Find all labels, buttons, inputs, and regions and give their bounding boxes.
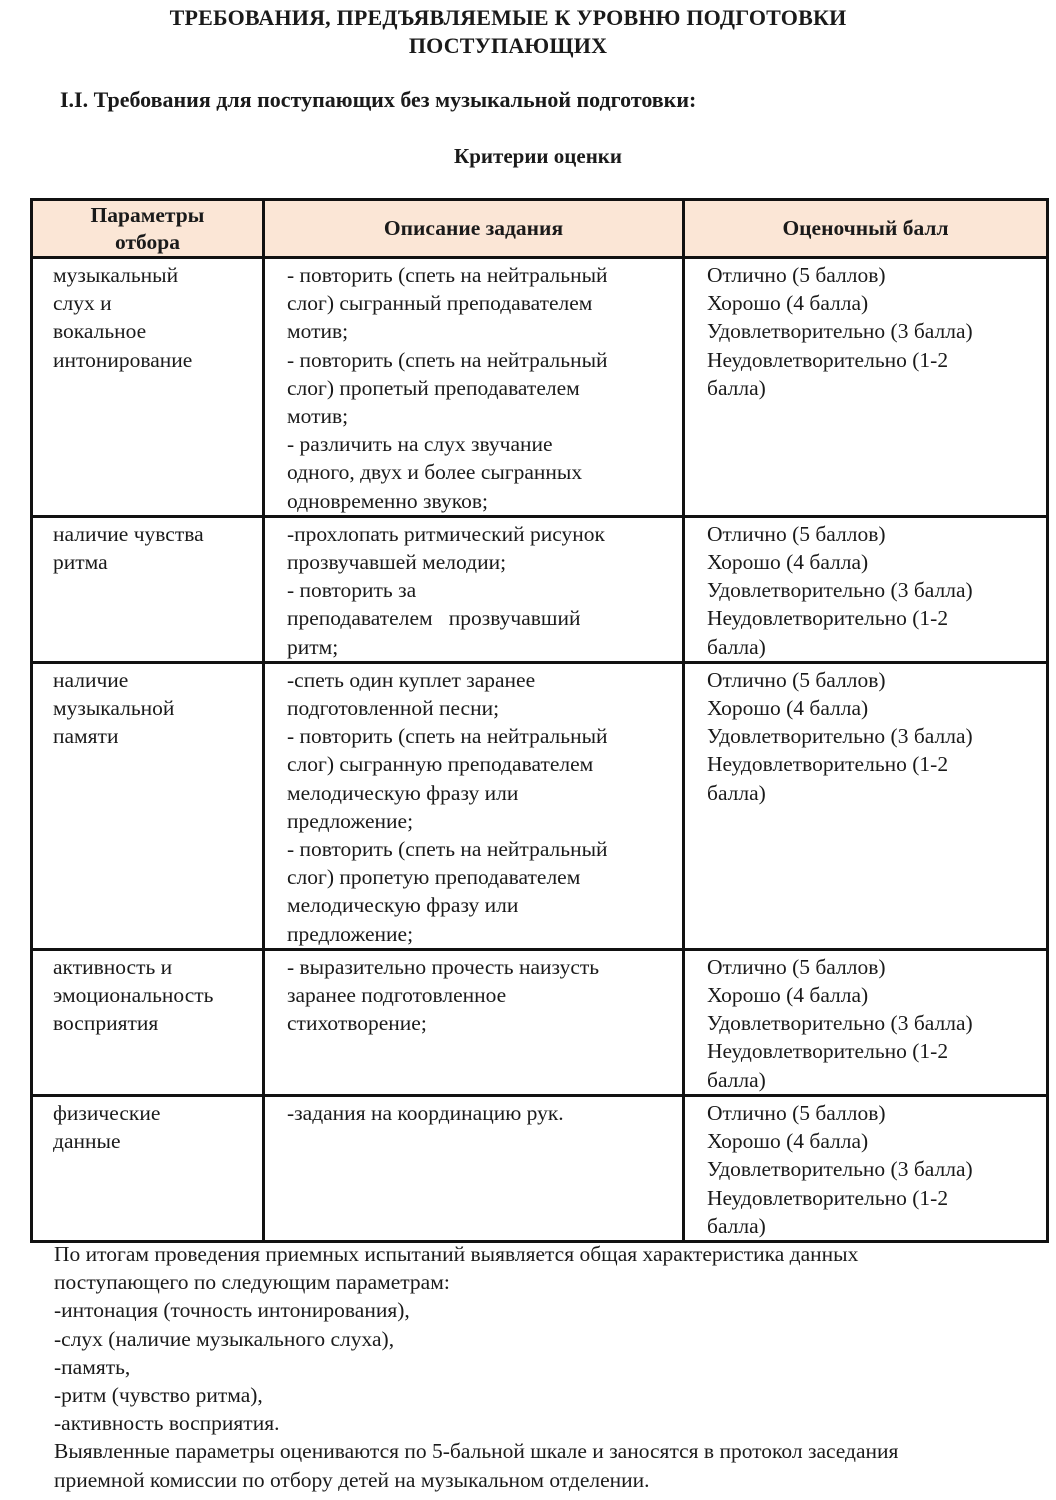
section-heading: I.I. Требования для поступающих без музыкальной подготовки: — [60, 87, 697, 112]
description-line: -прохлопать ритмический рисунок — [287, 521, 605, 546]
param-line: ритма — [53, 550, 108, 575]
table-header-row — [32, 200, 1048, 258]
param-line: активность и — [53, 954, 173, 979]
description-line: мелодическую фразу или — [287, 893, 519, 918]
description-line: -спеть один куплет заранее — [287, 667, 536, 692]
table-row — [32, 516, 1048, 662]
description-line: мотив; — [287, 404, 349, 429]
description-line: -задания на координацию рук. — [287, 1100, 564, 1125]
score-line: Хорошо (4 балла) — [707, 983, 869, 1008]
param-cell — [32, 949, 264, 1095]
summary-text — [54, 1240, 1044, 1494]
summary-line: -интонация (точность интонирования), — [54, 1298, 410, 1323]
param-line: интонирование — [53, 347, 193, 372]
description-line: предложение; — [287, 808, 414, 833]
score-line: Неудовлетворительно (1-2 — [707, 606, 949, 631]
score-line: балла) — [707, 375, 766, 400]
description-line: прозвучавшей мелодии; — [287, 550, 507, 575]
description-line: слог) сыгранную преподавателем — [287, 752, 594, 777]
description-line: преподавателем прозвучавший — [287, 606, 581, 631]
score-line: Хорошо (4 балла) — [707, 291, 869, 316]
param-line: музыкальный — [53, 263, 179, 287]
param-cell — [32, 1095, 264, 1241]
summary-line: -активность восприятия. — [54, 1411, 280, 1436]
header-description: Описание задания — [264, 200, 684, 258]
score-line: Неудовлетворительно (1-2 — [707, 347, 949, 372]
description-line: одновременно звуков; — [287, 488, 488, 513]
description-line: предложение; — [287, 921, 414, 946]
summary-line: -ритм (чувство ритма), — [54, 1383, 263, 1408]
summary-line: -слух (наличие музыкального слуха), — [54, 1326, 395, 1351]
description-line: мелодическую фразу или — [287, 780, 519, 805]
description-line: - повторить (спеть на нейтральный — [287, 263, 608, 287]
summary-line: По итогам проведения приемных испытаний выявляется общая характеристика данных — [54, 1242, 859, 1266]
score-line: Отлично (5 баллов) — [707, 1100, 886, 1125]
param-line: физические — [53, 1100, 161, 1125]
param-cell — [32, 258, 264, 517]
score-line: Хорошо (4 балла) — [707, 550, 869, 575]
param-cell — [32, 662, 264, 949]
criteria-table — [30, 198, 1049, 1243]
description-line: слог) сыгранный преподавателем — [287, 291, 593, 316]
description-cell — [264, 949, 684, 1095]
score-line: Отлично (5 баллов) — [707, 954, 886, 979]
score-line: Отлично (5 баллов) — [707, 667, 886, 692]
score-line: Удовлетворительно (3 балла) — [707, 319, 973, 344]
score-line: балла) — [707, 1213, 766, 1238]
score-line: Удовлетворительно (3 балла) — [707, 1011, 973, 1036]
score-line: балла) — [707, 634, 766, 659]
score-cell — [684, 1095, 1048, 1241]
score-line: Удовлетворительно (3 балла) — [707, 578, 973, 603]
description-line: - повторить (спеть на нейтральный — [287, 837, 608, 862]
description-line: стихотворение; — [287, 1011, 427, 1036]
table-row — [32, 949, 1048, 1095]
param-line: восприятия — [53, 1011, 159, 1036]
description-line: - выразительно прочесть наизусть — [287, 954, 600, 979]
description-line: ритм; — [287, 634, 339, 659]
score-line: Неудовлетворительно (1-2 — [707, 1039, 949, 1064]
param-line: данные — [53, 1129, 121, 1154]
param-line: наличие — [53, 667, 129, 692]
header-params: Параметры отбора — [32, 200, 264, 258]
description-line: слог) пропетую преподавателем — [287, 865, 581, 890]
score-line: балла) — [707, 1067, 766, 1092]
score-line: Неудовлетворительно (1-2 — [707, 752, 949, 777]
description-line: подготовленной песни; — [287, 696, 500, 721]
score-line: Удовлетворительно (3 балла) — [707, 724, 973, 749]
param-line: памяти — [53, 724, 119, 749]
score-cell — [684, 516, 1048, 662]
description-line: заранее подготовленное — [287, 983, 507, 1008]
param-line: слух и — [53, 291, 112, 316]
table-body — [32, 258, 1048, 1242]
description-line: слог) пропетый преподавателем — [287, 375, 580, 400]
score-cell — [684, 662, 1048, 949]
description-line: мотив; — [287, 319, 349, 344]
score-cell — [684, 258, 1048, 517]
score-line: Отлично (5 баллов) — [707, 263, 886, 287]
score-line: Хорошо (4 балла) — [707, 696, 869, 721]
param-line: эмоциональность — [53, 983, 214, 1008]
criteria-heading: Критерии оценки — [454, 144, 622, 168]
table-row — [32, 662, 1048, 949]
param-line: музыкальной — [53, 696, 175, 721]
score-cell — [684, 949, 1048, 1095]
score-line: Неудовлетворительно (1-2 — [707, 1185, 949, 1210]
description-cell — [264, 662, 684, 949]
score-line: балла) — [707, 780, 766, 805]
document-title — [0, 4, 1016, 60]
description-line: - повторить (спеть на нейтральный — [287, 347, 608, 372]
title-line-2: ПОСТУПАЮЩИХ — [408, 33, 608, 58]
description-cell — [264, 516, 684, 662]
score-line: Удовлетворительно (3 балла) — [707, 1157, 973, 1182]
description-cell — [264, 1095, 684, 1241]
param-line: вокальное — [53, 319, 147, 344]
summary-line: -память, — [54, 1354, 131, 1379]
description-line: одного, двух и более сыгранных — [287, 460, 583, 485]
param-cell — [32, 516, 264, 662]
header-score: Оценочный балл — [684, 200, 1048, 258]
summary-line: приемной комиссии по отбору детей на музыкальном отделении. — [54, 1467, 650, 1492]
summary-line: Выявленные параметры оцениваются по 5-бальной шкале и заносятся в протокол заседания — [54, 1439, 899, 1464]
score-line: Отлично (5 баллов) — [707, 521, 886, 546]
title-line-1: ТРЕБОВАНИЯ, ПРЕДЪЯВЛЯЕМЫЕ К УРОВНЮ ПОДГОТОВКИ — [169, 5, 847, 30]
param-line: наличие чувства — [53, 521, 204, 546]
description-line: - повторить за — [287, 578, 417, 603]
table-row — [32, 1095, 1048, 1241]
summary-line: поступающего по следующим параметрам: — [54, 1270, 450, 1295]
description-line: - повторить (спеть на нейтральный — [287, 724, 608, 749]
description-cell — [264, 258, 684, 517]
score-line: Хорошо (4 балла) — [707, 1129, 869, 1154]
table-row — [32, 258, 1048, 517]
description-line: - различить на слух звучание — [287, 432, 553, 457]
